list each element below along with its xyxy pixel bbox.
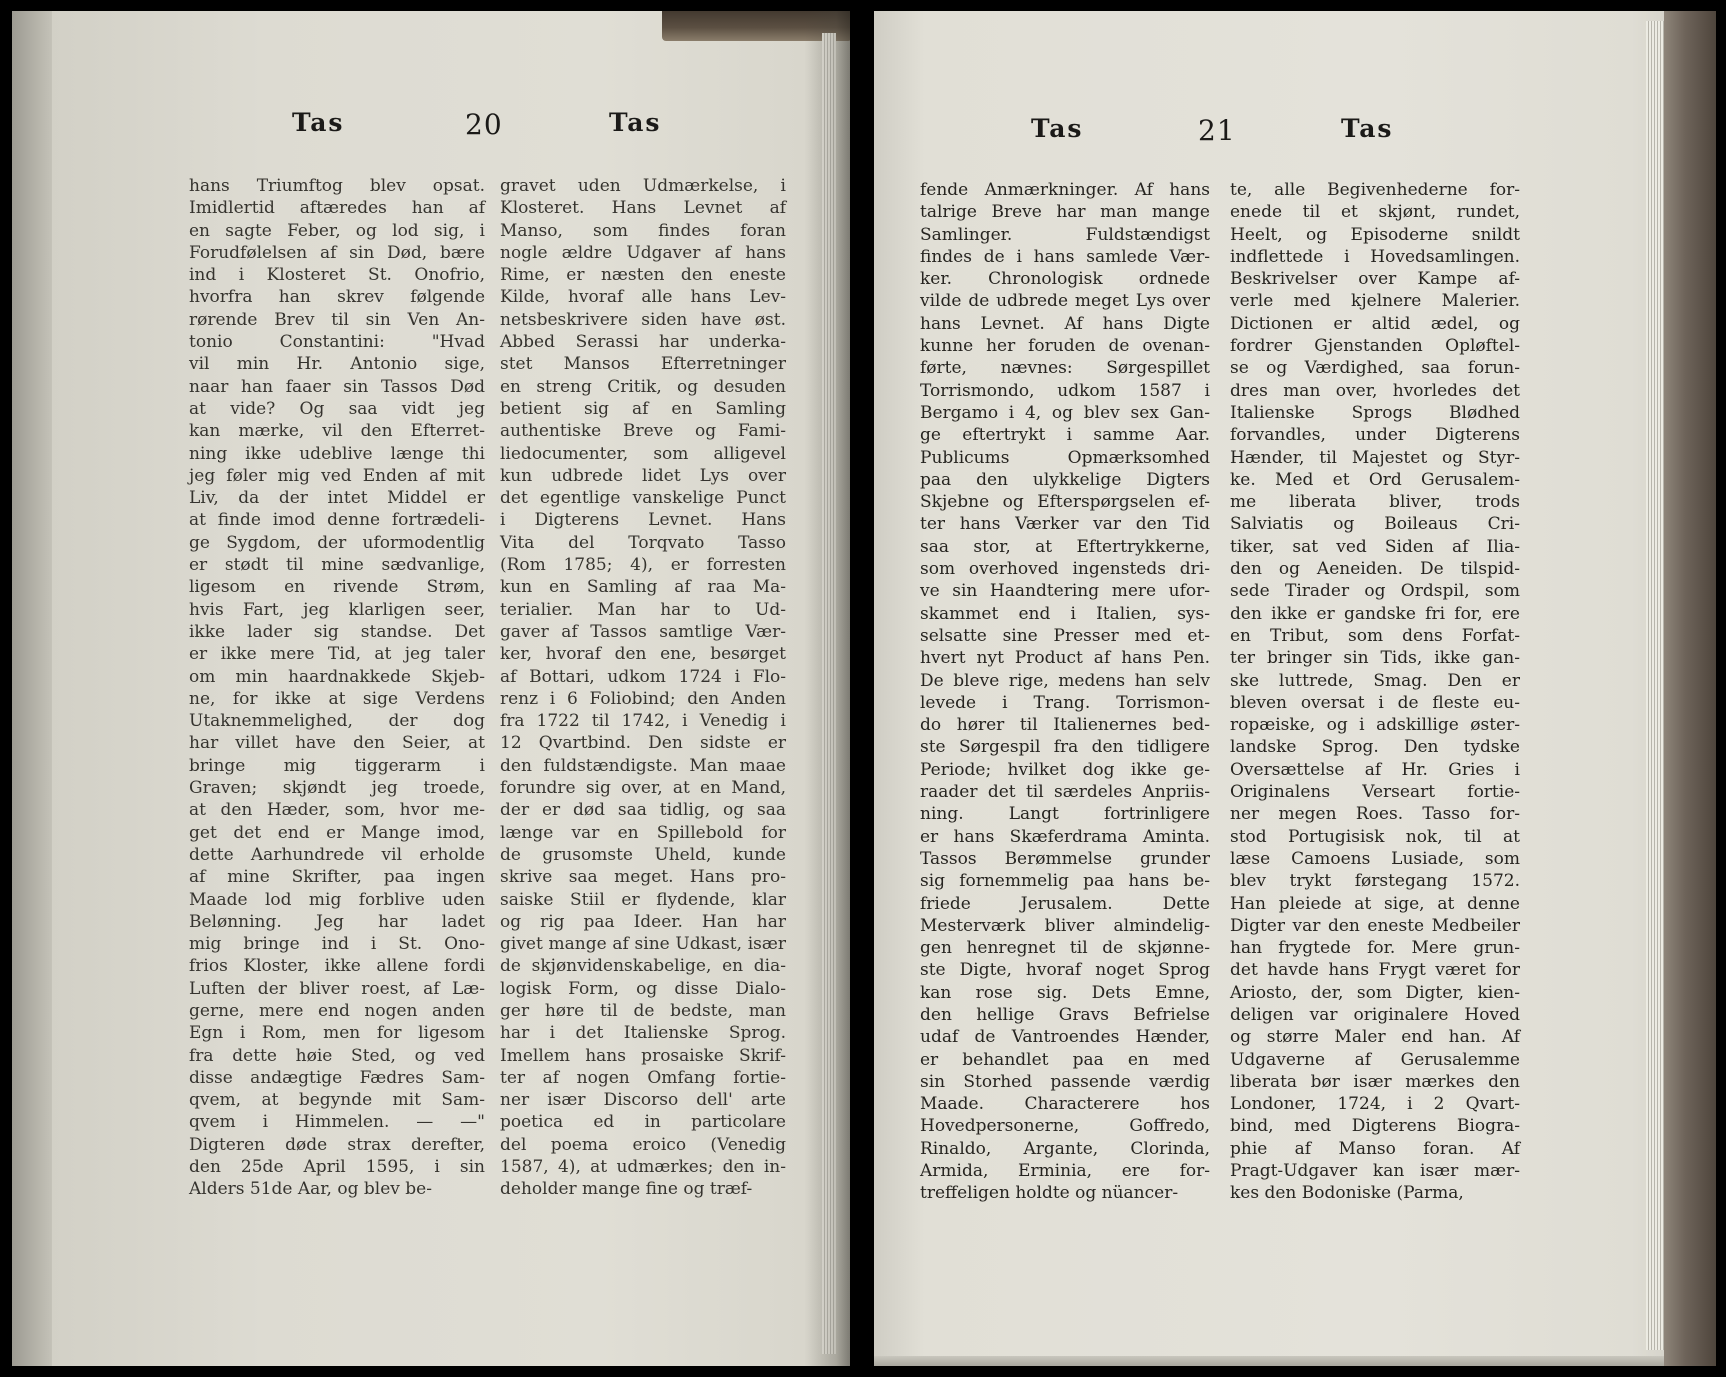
text-line: de skjønvidenskabelige, en dia- [500,956,786,977]
text-line: det egentlige vanskelige Punct [500,488,786,509]
text-line: ter af nogen Omfang fortie- [500,1067,786,1088]
text-line: ning ikke udeblive længe thi [189,443,485,464]
text-line: 1587, 4), at udmærkes; den in- [500,1157,786,1178]
text-line: blev trykt førstegang 1572. [1230,871,1520,892]
text-line: hans Levnet. Af hans Digte [920,313,1210,334]
text-line: ste Digte, hvoraf noget Sprog [920,960,1210,981]
text-line: længe var en Spillebold for [500,822,786,843]
text-line: hvis Fart, jeg klarligen seer, [189,599,485,620]
text-line: findes de i hans samlede Vær- [920,246,1210,267]
text-line: levede i Trang. Torrismon- [920,692,1210,713]
text-line: Hovedpersonerne, Goffredo, [920,1116,1210,1137]
text-line: førte, nævnes: Sørgespillet [920,358,1210,379]
text-line: do hører til Italienernes bed- [920,715,1210,736]
text-line: ge Sygdom, der uformodentlig [189,532,485,553]
text-line: i Digterens Levnet. Hans [500,510,786,531]
text-line: Liv, da der intet Middel er [189,488,485,509]
text-line: jeg føler mig ved Enden af mit [189,465,485,486]
text-line: af Bottari, udkom 1724 i Flo- [500,666,786,687]
text-line: den 25de April 1595, i sin [189,1157,485,1178]
text-line: forundre sig over, at en Mand, [500,778,786,799]
text-line: han frygtede for. Mere grun- [1230,938,1520,959]
text-line: Londoner, 1724, i 2 Qvart- [1230,1094,1520,1115]
text-line: fra dette høie Sted, og ved [189,1045,485,1066]
text-line: ikke lader sig standse. Det [189,621,485,642]
text-line: Maade. Characterere hos [920,1094,1210,1115]
text-line: Armida, Erminia, ere for- [920,1161,1210,1182]
text-line: udaf de Vantroendes Hænder, [920,1027,1210,1048]
text-line: 12 Qvartbind. Den sidste er [500,733,786,754]
text-line: Italienske Sprogs Blødhed [1230,402,1520,423]
text-line: Abbed Serassi har underka- [500,332,786,353]
text-line: indflettede i Hovedsamlingen. [1230,246,1520,267]
text-line: Belønning. Jeg har ladet [189,911,485,932]
text-line: Udgaverne af Gerusalemme [1230,1049,1520,1070]
gutter-shadow [804,11,850,1366]
text-line: liedocumenter, som alligevel [500,443,786,464]
text-line: disse andægtige Fædres Sam- [189,1067,485,1088]
text-line: enede til et skjønt, rundet, [1230,202,1520,223]
text-line: ne, for ikke at sige Verdens [189,688,485,709]
text-line: betient sig af en Samling [500,398,786,419]
text-line: forvandles, under Digterens [1230,425,1520,446]
text-line: en streng Critik, og desuden [500,376,786,397]
text-line: Hænder, til Majestet og Styr- [1230,447,1520,468]
left-page-column-1 [189,175,485,1201]
text-line: Utaknemmelighed, der dog [189,711,485,732]
text-line: har villet have den Seier, at [189,733,485,754]
text-line: liberata bør især mærkes den [1230,1071,1520,1092]
text-line: kun en Samling af raa Ma- [500,577,786,598]
text-line: gaver af Tassos samtlige Vær- [500,621,786,642]
text-line: authentiske Breve og Fami- [500,421,786,442]
text-line: Periode; hvilket dog ikke ge- [920,759,1210,780]
text-line: tiker, sat ved Siden af Ilia- [1230,536,1520,557]
right-page-column-1 [920,179,1210,1205]
text-line: deholder mange fine og træf- [500,1179,753,1200]
text-line: sin Storhed passende værdig [920,1071,1210,1092]
text-line: den og Aeneiden. De tilspid- [1230,559,1520,580]
text-line: poetica ed in particolare [500,1112,786,1133]
text-line: givet mange af sine Udkast, især [500,934,786,955]
text-line: raader det til særdeles Anpriis- [920,782,1210,803]
text-line: Ariosto, der, som Digter, kien- [1230,982,1520,1003]
text-line: Mesterværk bliver almindelig- [920,915,1210,936]
text-line: Imidlertid aftæredes han af [189,198,485,219]
text-line: Digteren døde strax derefter, [189,1134,485,1155]
text-line: bind, med Digterens Biogra- [1230,1116,1520,1137]
page-bottom-edge [874,1356,1664,1366]
text-line: me liberata bliver, trods [1230,492,1520,513]
text-line: rørende Brev til sin Ven An- [189,309,485,330]
text-line: er behandlet paa en med [920,1049,1210,1070]
text-line: qvem i Himmelen. — —" [189,1112,485,1133]
text-line: har i det Italienske Sprog. [500,1023,786,1044]
left-page-number: 20 [465,108,503,141]
text-line: stod Portugisisk nok, til at [1230,826,1520,847]
text-line: og større Maler end han. Af [1230,1027,1520,1048]
text-line: deligen var originalere Hoved [1230,1004,1520,1025]
text-line: ger høre til de bedste, man [500,1000,786,1021]
text-line: bringe mig tiggerarm i [189,755,485,776]
text-line: er ikke mere Tid, at jeg taler [189,644,485,665]
text-line: Originalens Verseart fortie- [1230,782,1520,803]
text-line: at finde imod denne fortrædeli- [189,510,485,531]
text-line: Imellem hans prosaiske Skrif- [500,1045,786,1066]
text-line: ind i Klosteret St. Onofrio, [189,265,485,286]
text-line: skrive saa meget. Hans pro- [500,867,786,888]
text-line: terialier. Man har to Ud- [500,599,786,620]
text-line: gravet uden Udmærkelse, i [500,176,786,196]
text-line: er stødt til mine sædvanlige, [189,555,485,576]
text-line: Publicums Opmærksomhed [920,447,1210,468]
text-line: ter bringer sin Tids, ikke gan- [1230,648,1520,669]
text-line: renz i 6 Foliobind; den Anden [500,688,786,709]
text-line: kan mærke, vil den Efterret- [189,421,485,442]
text-line: ner megen Roes. Tasso for- [1230,804,1520,825]
text-line: ke. Med et Ord Gerusalem- [1230,469,1520,490]
text-line: mig bringe ind i St. Ono- [189,934,485,955]
text-line: at den Hæder, som, hvor me- [189,800,485,821]
text-line: talrige Breve har man mange [920,202,1210,223]
text-line: Han pleiede at sige, at denne [1230,893,1520,914]
text-line: er hans Skæferdrama Aminta. [920,826,1210,847]
text-line: en Tribut, som dens Forfat- [1230,625,1520,646]
text-line: skammet end i Italien, sys- [920,603,1210,624]
text-line: saiske Stiil er flydende, klar [500,889,786,910]
text-line: netsbeskrivere siden have øst. [500,309,786,330]
text-line: Tassos Berømmelse grunder [920,848,1210,869]
text-line: den ikke er gandske fri for, ere [1230,603,1520,624]
text-line: læse Camoens Lusiade, som [1230,848,1520,869]
text-line: fende Anmærkninger. Af hans [920,180,1210,200]
text-line: get det end er Mange imod, [189,822,485,843]
text-line: Alders 51de Aar, og blev be- [189,1179,432,1200]
text-line: De bleve rige, medens han selv [920,670,1210,691]
text-line: ker, hvoraf den ene, besørget [500,644,786,665]
text-line: ske luttrede, Smag. Den er [1230,670,1520,691]
text-line: Beskrivelser over Kampe af- [1230,269,1520,290]
left-page-column-2 [500,175,786,1201]
text-line: Oversættelse af Hr. Gries i [1230,759,1520,780]
text-line: kes den Bodoniske (Parma, [1230,1183,1464,1204]
text-line: (Rom 1785; 4), er forresten [500,555,786,576]
right-running-head-right: Tas [1341,114,1394,143]
text-line: sede Tirader og Ordspil, som [1230,581,1520,602]
text-line: Forudfølelsen af sin Død, bære [189,242,485,263]
text-line: gen henregnet til de skjønne- [920,938,1210,959]
text-line: kan rose sig. Dets Emne, [920,982,1210,1003]
text-line: se og Værdighed, saa forun- [1230,358,1520,379]
right-page-number: 21 [1198,114,1236,147]
text-line: landske Sprog. Den tydske [1230,737,1520,758]
text-line: om min haardnakkede Skjeb- [189,666,485,687]
text-line: ligesom en rivende Strøm, [189,577,485,598]
text-line: Graven; skjøndt jeg troede, [189,778,485,799]
text-line: Rinaldo, Argante, Clorinda, [920,1138,1210,1159]
text-line: vilde de udbrede meget Lys over [920,291,1210,312]
text-line: af mine Skrifter, paa ingen [189,867,485,888]
text-line: te, alle Begivenhederne for- [1230,180,1520,200]
text-line: del poema eroico (Venedig [500,1134,786,1155]
text-line: hvorfra han skrev følgende [189,287,485,308]
text-line: Rime, er næsten den eneste [500,265,786,286]
text-line: tonio Constantini: "Hvad [189,332,485,353]
text-line: Skjebne og Efterspørgselen ef- [920,492,1210,513]
text-line: Pragt-Udgaver kan især mær- [1230,1161,1520,1182]
text-line: ropæiske, og i adskillige øster- [1230,715,1520,736]
text-line: Egn i Rom, men for ligesom [189,1023,485,1044]
text-line: Bergamo i 4, og blev sex Gan- [920,402,1210,423]
text-line: ning. Langt fortrinligere [920,804,1210,825]
text-line: det havde hans Frygt været for [1230,960,1520,981]
text-line: Klosteret. Hans Levnet af [500,198,786,219]
text-line: fra 1722 til 1742, i Venedig i [500,711,786,732]
text-line: gerne, mere end nogen anden [189,1000,485,1021]
text-line: phie af Manso foran. Af [1230,1138,1520,1159]
text-line: kun udbrede lidet Lys over [500,465,786,486]
text-line: qvem, at begynde mit Sam- [189,1090,485,1111]
text-line: ve sin Haandtering mere ufor- [920,581,1210,602]
text-line: den hellige Gravs Befrielse [920,1004,1210,1025]
text-line: logisk Form, og disse Dialo- [500,978,786,999]
text-line: Kilde, hvoraf alle hans Lev- [500,287,786,308]
text-line: ner især Discorso dell' arte [500,1090,786,1111]
text-line: dette Aarhundrede vil erholde [189,844,485,865]
text-line: ker. Chronologisk ordnede [920,269,1210,290]
text-line: kunne her foruden de ovenan- [920,336,1210,357]
text-line: Dictionen er altid ædel, og [1230,313,1520,334]
text-line: paa den ulykkelige Digters [920,469,1210,490]
text-line: treffeligen holdte og nüancer- [920,1183,1179,1204]
text-line: fordrer Gjenstanden Opløftel- [1230,336,1520,357]
text-line: frios Kloster, ikke allene fordi [189,956,485,977]
text-line: hans Triumftog blev opsat. [189,176,485,196]
text-line: selsatte sine Presser med et- [920,625,1210,646]
text-line: en sagte Feber, og lod sig, i [189,220,485,241]
text-line: Manso, som findes foran [500,220,786,241]
text-line: at vide? Og saa vidt jeg [189,398,485,419]
text-line: ge eftertrykt i samme Aar. [920,425,1210,446]
text-line: saa stor, at Eftertrykkerne, [920,536,1210,557]
book-cover-edge [1664,11,1716,1366]
text-line: der er død saa tidlig, og saa [500,800,786,821]
text-line: Digter var den eneste Medbeiler [1230,915,1520,936]
text-line: nogle ældre Udgaver af hans [500,242,786,263]
text-line: Vita del Torqvato Tasso [500,532,786,553]
text-line: friede Jerusalem. Dette [920,893,1210,914]
left-page-edge [12,11,52,1366]
text-line: vil min Hr. Antonio sige, [189,354,485,375]
text-line: som overhoved ingensteds dri- [920,559,1210,580]
text-line: Torrismondo, udkom 1587 i [920,380,1210,401]
text-line: sig fornemmelig paa hans be- [920,871,1210,892]
text-line: verle med kjelnere Malerier. [1230,291,1520,312]
text-line: Maade lod mig forblive uden [189,889,485,910]
text-line: Luften der bliver roest, af Læ- [189,978,485,999]
text-line: ter hans Værker var den Tid [920,514,1210,535]
text-line: de grusomste Uheld, kunde [500,844,786,865]
text-line: hvert nyt Product af hans Pen. [920,648,1210,669]
text-line: dres man over, hvorledes det [1230,380,1520,401]
left-running-head-right: Tas [609,108,662,137]
page-stack-edges [1646,21,1664,1350]
text-line: ste Sørgespil fra den tidligere [920,737,1210,758]
text-line: Heelt, og Episoderne snildt [1230,224,1520,245]
text-line: Samlinger. Fuldstændigst [920,224,1210,245]
text-line: stet Mansos Efterretninger [500,354,786,375]
left-running-head-left: Tas [292,108,345,137]
text-line: naar han faaer sin Tassos Død [189,376,485,397]
right-running-head-left: Tas [1031,114,1084,143]
text-line: og rig paa Ideer. Han har [500,911,786,932]
text-line: den fuldstændigste. Man maae [500,755,786,776]
text-line: Salviatis og Boileaus Cri- [1230,514,1520,535]
right-page-column-2 [1230,179,1520,1205]
text-line: bleven oversat i de fleste eu- [1230,692,1520,713]
